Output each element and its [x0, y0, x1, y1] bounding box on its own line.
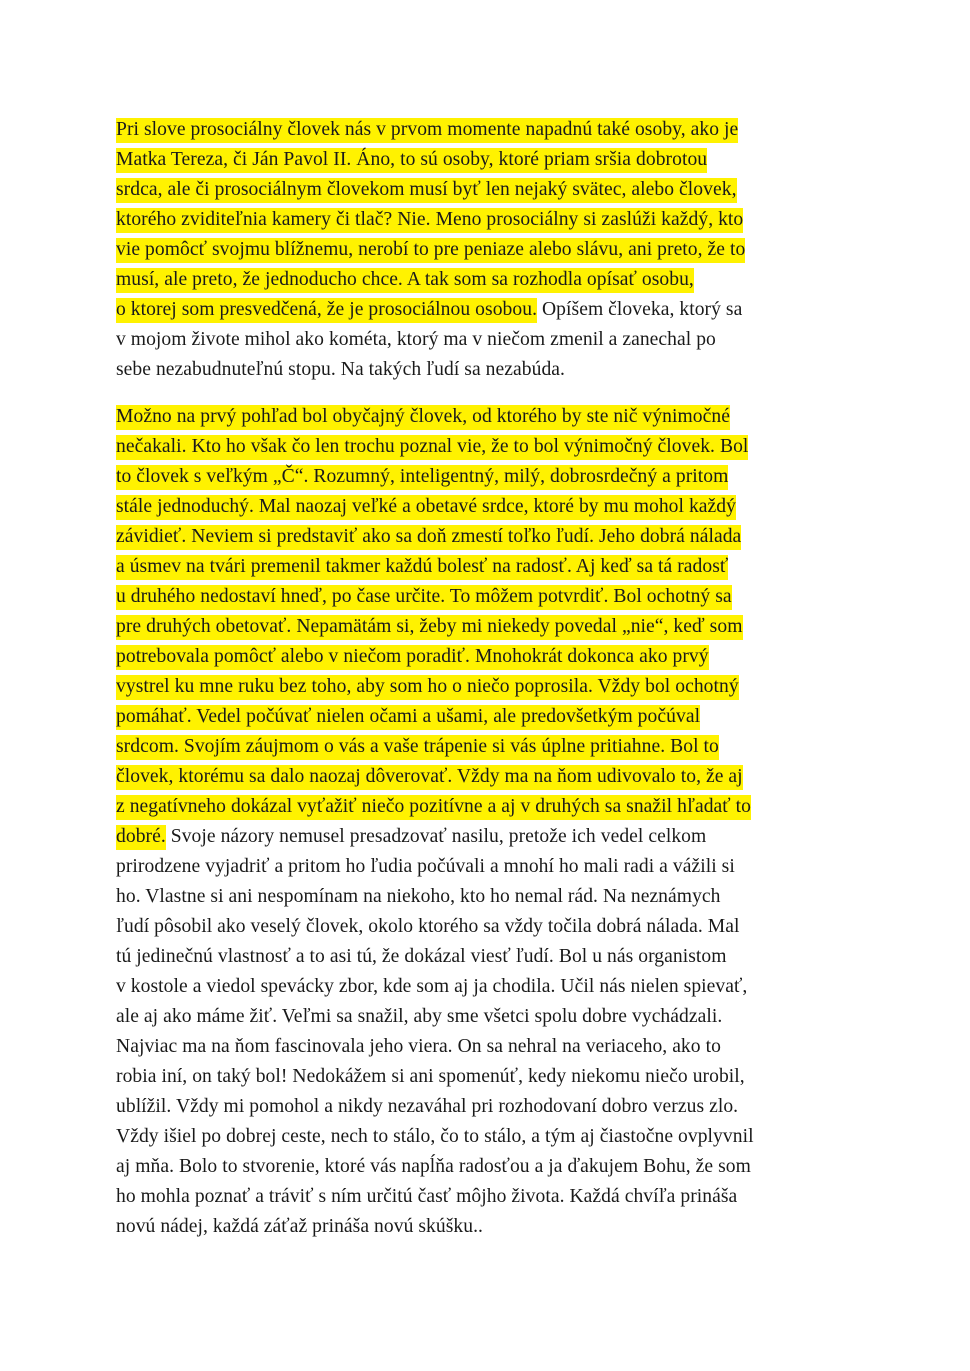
plain-text: Opíšem človeka, ktorý sa — [537, 299, 743, 320]
text-line — [116, 235, 745, 265]
text-line — [116, 642, 709, 672]
highlighted-text: človek, ktorému sa dalo naozaj dôverovať. Vždy ma na ňom udivovalo to, že aj — [116, 765, 743, 790]
text-line — [116, 432, 748, 462]
text-line — [116, 175, 737, 205]
highlighted-text: vystrel ku mne ruku bez toho, aby som ho o niečo poprosila. Vždy bol ochotný — [116, 675, 739, 700]
text-line — [116, 145, 707, 175]
plain-text: ľudí pôsobil ako veselý človek, okolo ktorého sa vždy točila dobrá nálada. Mal — [116, 916, 740, 937]
text-line — [116, 492, 736, 522]
highlighted-text: závidieť. Neviem si predstaviť ako sa doň zmestí toľko ľudí. Jeho dobrá nálada — [116, 525, 741, 550]
plain-text: v mojom živote mihol ako kométa, ktorý ma v niečom zmenil a zanechal po — [116, 329, 716, 350]
text-line — [116, 1062, 745, 1092]
highlighted-text: pomáhať. Vedel počúvať nielen očami a ušami, ale predovšetkým počúval — [116, 705, 700, 730]
text-line — [116, 672, 739, 702]
highlighted-text: to človek s veľkým „Č“. Rozumný, inteligentný, milý, dobrosrdečný a pritom — [116, 465, 728, 490]
highlighted-text: vie pomôcť svojmu blížnemu, nerobí to pre peniaze alebo slávu, ani preto, že to — [116, 238, 745, 263]
highlighted-text: ktorého zviditeľnia kamery či tlač? Nie. Meno prosociálny si zaslúži každý, kto — [116, 208, 743, 233]
text-line — [116, 1152, 751, 1182]
plain-text: sebe nezabudnuteľnú stopu. Na takých ľudí sa nezabúda. — [116, 359, 565, 380]
plain-text: tú jedinečnú vlastnosť a to asi tú, že dokázal viesť ľudí. Bol u nás organistom — [116, 946, 727, 967]
text-line — [116, 402, 730, 432]
plain-text: robia iní, on taký bol! Nedokážem si ani spomenúť, kedy niekomu niečo urobil, — [116, 1066, 745, 1087]
text-line — [116, 265, 694, 295]
plain-text: ho mohla poznať a tráviť s ním určitú časť môjho života. Každá chvíľa prináša — [116, 1186, 738, 1207]
highlighted-text: nečakali. Kto ho však čo len trochu poznal vie, že to bol výnimočný človek. Bol — [116, 435, 748, 460]
highlighted-text: o ktorej som presvedčená, že je prosociálnou osobou. — [116, 298, 537, 323]
text-line — [116, 942, 727, 972]
highlighted-text: pre druhých obetovať. Nepamätám si, žeby mi niekedy povedal „nie“, keď som — [116, 615, 743, 640]
text-line — [116, 852, 735, 882]
text-line — [116, 912, 739, 942]
highlighted-text: a úsmev na tvári premenil takmer každú bolesť na radosť. Aj keď sa tá radosť — [116, 555, 728, 580]
text-line — [116, 325, 716, 355]
text-line — [116, 1182, 737, 1212]
highlighted-text: stále jednoduchý. Mal naozaj veľké a obetavé srdce, ktoré by mu mohol každý — [116, 495, 736, 520]
text-line — [116, 732, 719, 762]
text-line — [116, 792, 751, 822]
highlighted-text: srdcom. Svojím záujmom o vás a vaše trápenie si vás úplne pritiahne. Bol to — [116, 735, 719, 760]
text-line — [116, 1212, 483, 1242]
text-line — [116, 882, 721, 912]
text-line — [116, 552, 728, 582]
text-line — [116, 612, 743, 642]
text-line — [116, 522, 741, 552]
text-line — [116, 1092, 738, 1122]
text-line — [116, 1032, 721, 1062]
plain-text: prirodzene vyjadriť a pritom ho ľudia počúvali a mnohí ho mali radi a vážili si — [116, 856, 735, 877]
text-line — [116, 582, 732, 612]
text-line — [116, 295, 742, 325]
text-line — [116, 762, 743, 792]
highlighted-text: musí, ale preto, že jednoducho chce. A tak som sa rozhodla opísať osobu, — [116, 268, 694, 293]
text-line — [116, 702, 700, 732]
plain-text: v kostole a viedol spevácky zbor, kde som aj ja chodila. Učil nás nielen spievať, — [116, 976, 748, 997]
text-line — [116, 1122, 754, 1152]
highlighted-text: Možno na prvý pohľad bol obyčajný človek, od ktorého by ste nič výnimočné — [116, 405, 730, 430]
highlighted-text: potrebovala pomôcť alebo v niečom poradiť. Mnohokrát dokonca ako prvý — [116, 645, 709, 670]
plain-text: ale aj ako máme žiť. Veľmi sa snažil, aby sme všetci spolu dobre vychádzali. — [116, 1006, 723, 1027]
plain-text: ublížil. Vždy mi pomohol a nikdy nezaváhal pri rozhodovaní dobro verzus zlo. — [116, 1096, 739, 1117]
plain-text: Vždy išiel po dobrej ceste, nech to stálo, čo to stálo, a tým aj čiastočne ovplyvnil — [116, 1126, 754, 1147]
text-line — [116, 822, 706, 852]
highlighted-text: Matka Tereza, či Ján Pavol II. Áno, to sú osoby, ktoré priam sršia dobrotou — [116, 148, 707, 173]
highlighted-text: Pri slove prosociálny človek nás v prvom momente napadnú také osoby, ako je — [116, 118, 738, 143]
text-line — [116, 462, 728, 492]
highlighted-text: dobré. — [116, 825, 166, 850]
text-line — [116, 972, 747, 1002]
plain-text: Svoje názory nemusel presadzovať nasilu, pretože ich vedel celkom — [165, 826, 707, 847]
plain-text: aj mňa. Bolo to stvorenie, ktoré vás napĺňa radosťou a ja ďakujem Bohu, že som — [116, 1156, 751, 1177]
plain-text: novú nádej, každá záťaž prináša novú skúšku.. — [116, 1216, 484, 1237]
plain-text: Najviac ma na ňom fascinovala jeho viera. On sa nehral na veriaceho, ako to — [116, 1036, 721, 1057]
plain-text: ho. Vlastne si ani nespomínam na niekoho, kto ho nemal rád. Na neznámych — [116, 886, 721, 907]
highlighted-text: z negatívneho dokázal vyťažiť niečo pozitívne a aj v druhých sa snažil hľadať to — [116, 795, 751, 820]
text-line — [116, 115, 738, 145]
text-line — [116, 205, 743, 235]
text-line — [116, 355, 565, 385]
highlighted-text: u druhého nedostaví hneď, po čase určite. To môžem potvrdiť. Bol ochotný sa — [116, 585, 732, 610]
highlighted-text: srdca, ale či prosociálnym človekom musí byť len nejaký svätec, alebo človek, — [116, 178, 737, 203]
text-line — [116, 1002, 722, 1032]
